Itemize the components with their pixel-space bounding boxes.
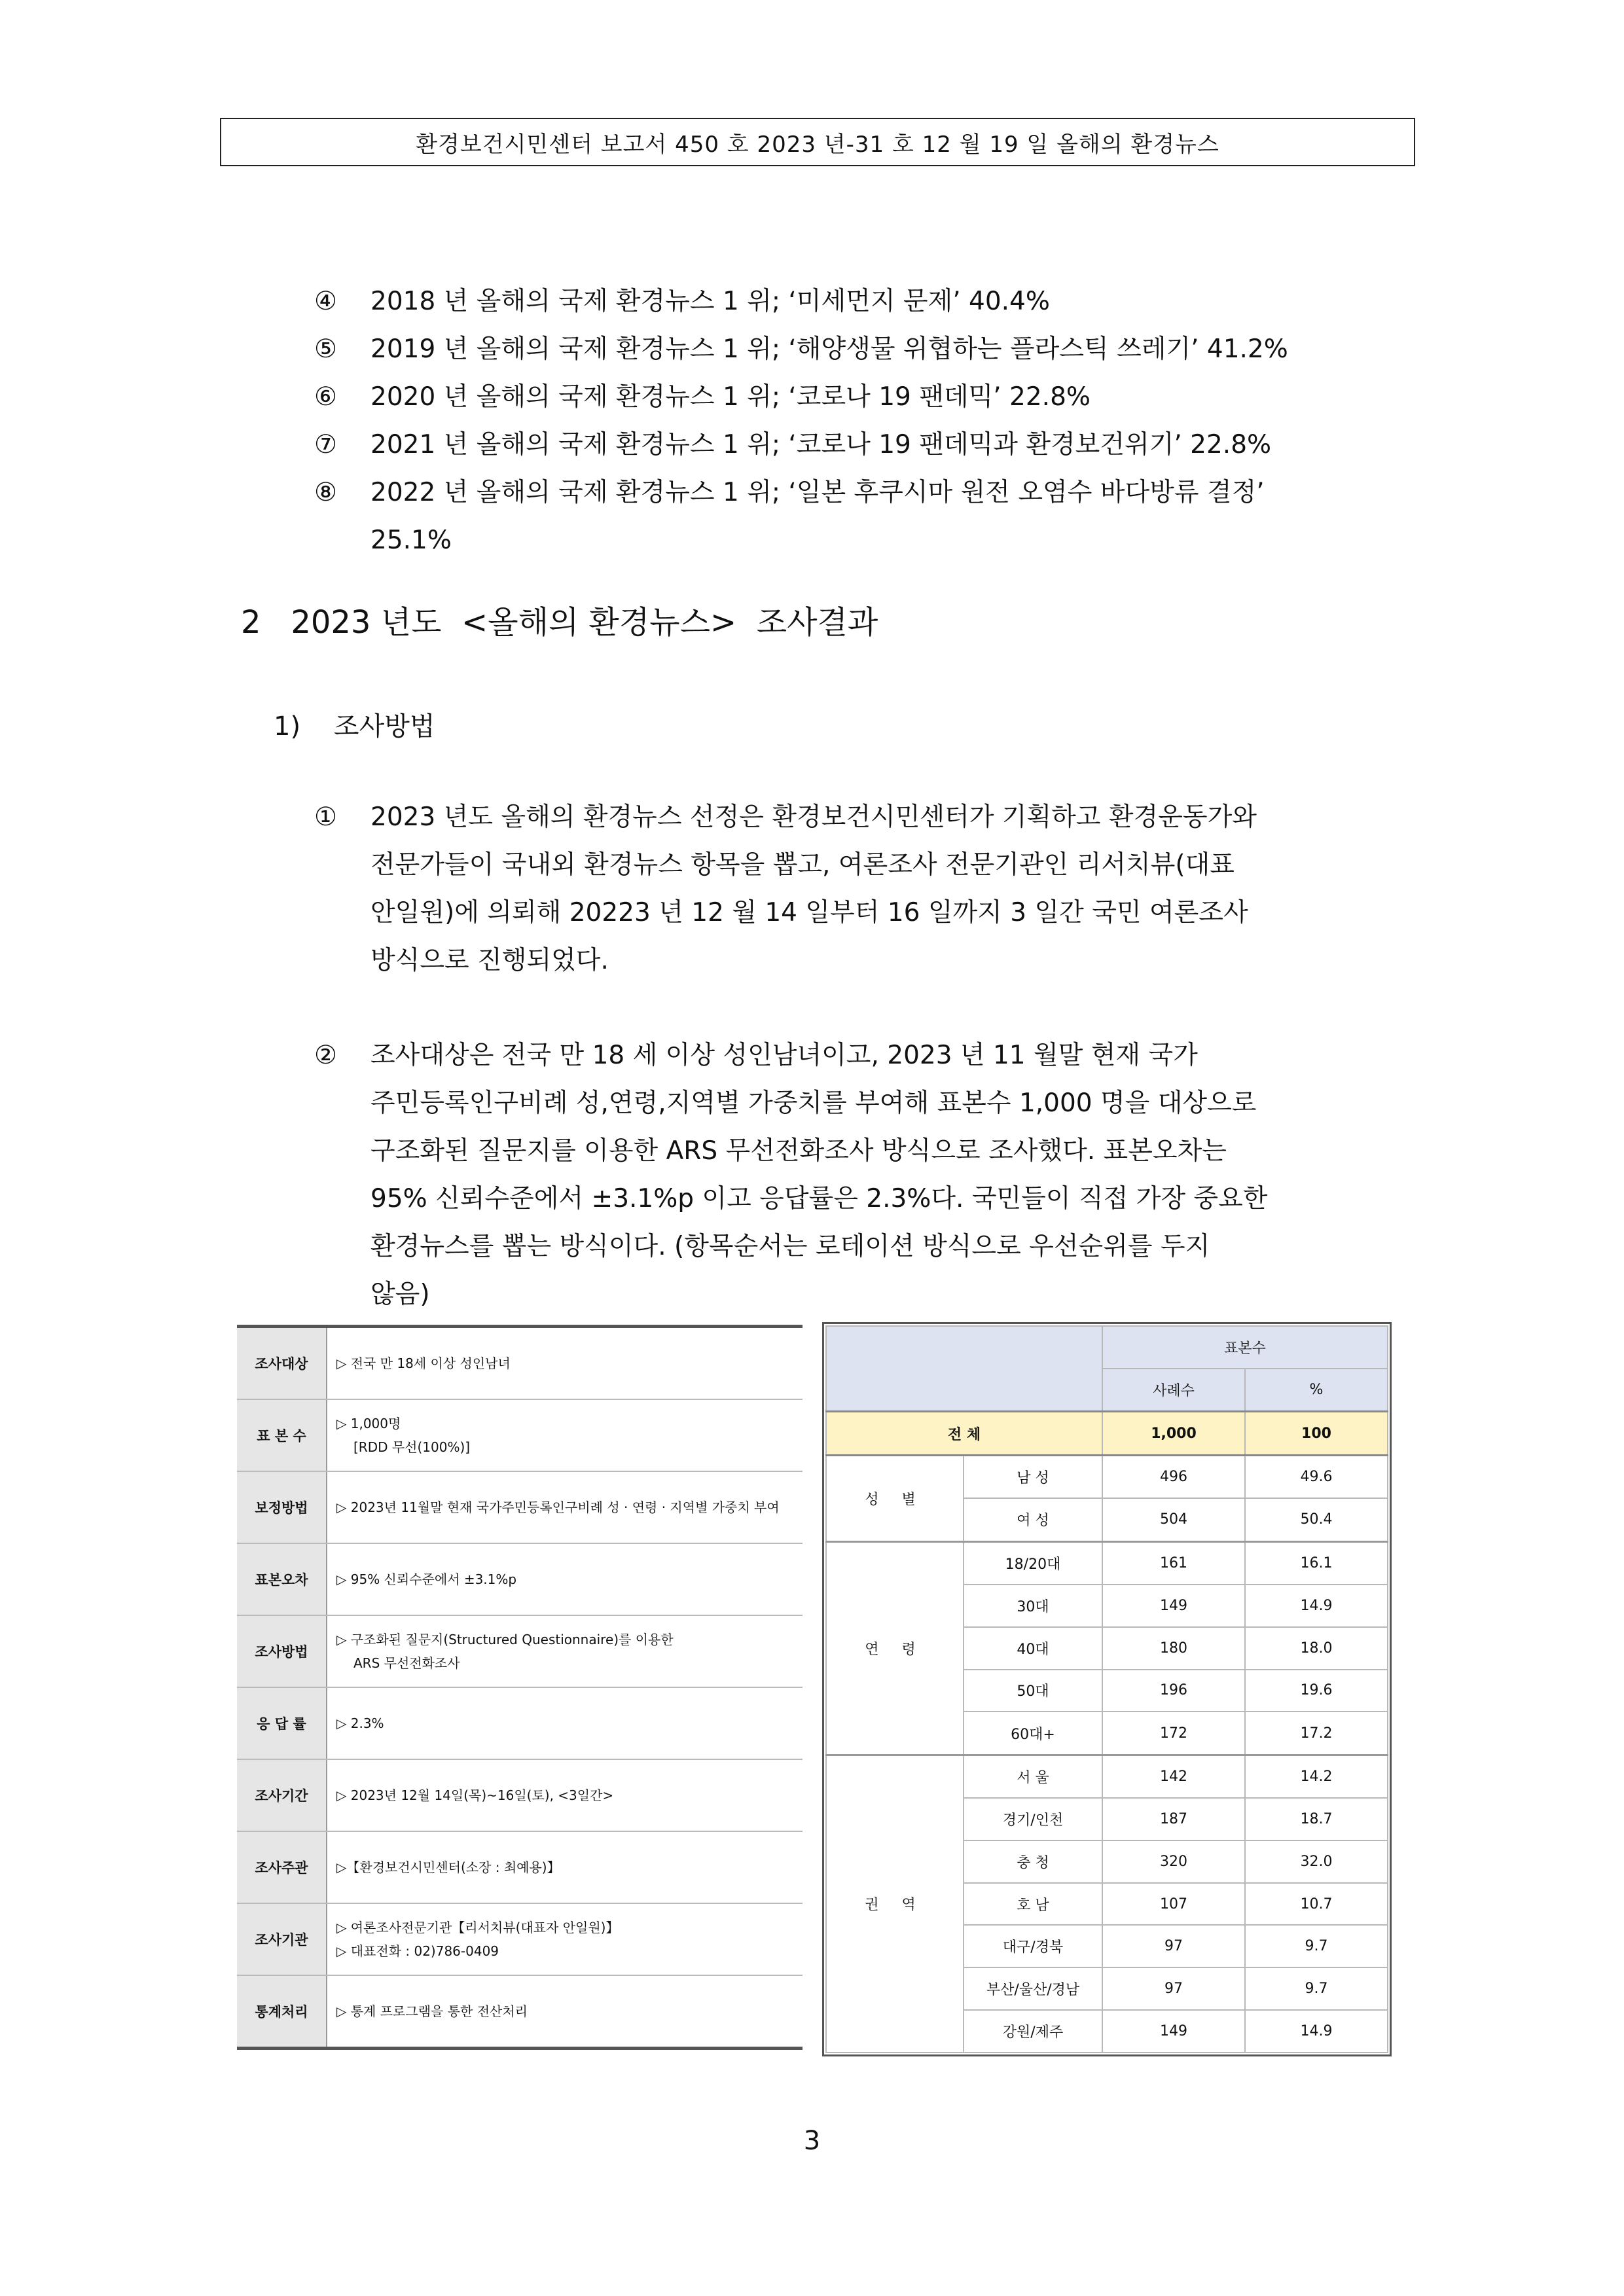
row-label: 여 성 xyxy=(964,1498,1102,1541)
table-row xyxy=(237,1327,803,1400)
row-pct: 49.6 xyxy=(1245,1455,1388,1498)
info-value: ▷ 2023년 12월 14일(목)~16일(토), <3일간> xyxy=(327,1759,803,1831)
row-label: 부산/울산/경남 xyxy=(964,1967,1102,2010)
list-item-number: ⑤ xyxy=(314,334,337,364)
method-paragraph-1 xyxy=(314,793,1414,984)
row-label: 남 성 xyxy=(964,1455,1102,1498)
table-row xyxy=(237,1903,803,1975)
row-count: 107 xyxy=(1102,1883,1245,1926)
row-pct: 14.9 xyxy=(1245,1585,1388,1627)
row-label: 40대 xyxy=(964,1627,1102,1670)
subsection-title: 1) 조사방법 xyxy=(274,711,435,742)
sample-size-table xyxy=(825,1325,1388,2053)
row-label: 30대 xyxy=(964,1585,1102,1627)
row-pct: 50.4 xyxy=(1245,1498,1388,1541)
row-label: 대구/경북 xyxy=(964,1925,1102,1967)
paragraph-line: 안일원)에 의뢰해 20223 년 12 월 14 일부터 16 일까지 3 일간 국민 여론조사 xyxy=(370,898,1248,927)
report-header xyxy=(220,118,1415,166)
info-value: ▷ 1,000명 [RDD 무선(100%)] xyxy=(327,1399,803,1471)
info-value: ▷ 통계 프로그램을 통한 전산처리 xyxy=(327,1975,803,2049)
row-pct: 32.0 xyxy=(1245,1840,1388,1883)
header-corner xyxy=(826,1326,1102,1412)
info-label: 표 본 수 xyxy=(237,1399,327,1471)
table-row xyxy=(237,1831,803,1903)
paragraph-line: 구조화된 질문지를 이용한 ARS 무선전화조사 방식으로 조사했다. 표본오차는 xyxy=(370,1136,1227,1166)
total-pct: 100 xyxy=(1245,1412,1388,1456)
list-item-text: 2021 년 올해의 국제 환경뉴스 1 위; ‘코로나 19 팬데믹과 환경보건위기’ 22.8% xyxy=(370,430,1272,459)
info-label: 조사방법 xyxy=(237,1615,327,1687)
row-count: 142 xyxy=(1102,1755,1245,1798)
row-pct: 14.2 xyxy=(1245,1755,1388,1798)
row-pct: 19.6 xyxy=(1245,1670,1388,1712)
info-value: ▷ 95% 신뢰수준에서 ±3.1%p xyxy=(327,1543,803,1615)
table-row xyxy=(826,1541,1388,1585)
paragraph-line: 않음) xyxy=(370,1280,430,1309)
table-row xyxy=(826,1455,1388,1498)
paragraph-number: ② xyxy=(314,1041,337,1070)
row-label: 강원/제주 xyxy=(964,2010,1102,2053)
row-label: 60대+ xyxy=(964,1712,1102,1755)
list-item-text: 2022 년 올해의 국제 환경뉴스 1 위; ‘일본 후쿠시마 원전 오염수 바다방류 결정’ xyxy=(370,478,1265,507)
row-count: 496 xyxy=(1102,1455,1245,1498)
info-value: ▷ 여론조사전문기관【리서치뷰(대표자 안일원)】 ▷ 대표전화 : 02)786-0409 xyxy=(327,1903,803,1975)
list-item xyxy=(314,325,1427,373)
header-group: 표본수 xyxy=(1102,1326,1388,1369)
list-item xyxy=(314,373,1427,421)
paragraph-line: 전문가들이 국내외 환경뉴스 항목을 뽑고, 여론조사 전문기관인 리서치뷰(대표 xyxy=(370,850,1235,880)
row-count: 149 xyxy=(1102,2010,1245,2053)
row-pct: 17.2 xyxy=(1245,1712,1388,1755)
row-label: 경기/인천 xyxy=(964,1798,1102,1840)
row-count: 196 xyxy=(1102,1670,1245,1712)
list-item-text: 2018 년 올해의 국제 환경뉴스 1 위; ‘미세먼지 문제’ 40.4% xyxy=(370,287,1050,316)
survey-info-table xyxy=(237,1325,803,2050)
info-value: ▷ 전국 만 18세 이상 성인남녀 xyxy=(327,1327,803,1400)
info-value: ▷ 2023년 11월말 현재 국가주민등록인구비례 성 · 연령 · 지역별 가중치 부여 xyxy=(327,1471,803,1543)
info-value: ▷ 구조화된 질문지(Structured Questionnaire)를 이용한 ARS 무선전화조사 xyxy=(327,1615,803,1687)
row-label: 충 청 xyxy=(964,1840,1102,1883)
table-row xyxy=(237,1687,803,1759)
row-pct: 9.7 xyxy=(1245,1925,1388,1967)
row-count: 172 xyxy=(1102,1712,1245,1755)
row-count: 320 xyxy=(1102,1840,1245,1883)
row-pct: 9.7 xyxy=(1245,1967,1388,2010)
list-item xyxy=(314,278,1427,325)
row-count: 504 xyxy=(1102,1498,1245,1541)
row-label: 호 남 xyxy=(964,1883,1102,1926)
list-item-text: 2019 년 올해의 국제 환경뉴스 1 위; ‘해양생물 위협하는 플라스틱 쓰레기’ 41.2% xyxy=(370,334,1288,364)
list-item xyxy=(314,421,1427,469)
row-count: 161 xyxy=(1102,1541,1245,1585)
info-label: 응 답 률 xyxy=(237,1687,327,1759)
paragraph-line: 주민등록인구비례 성,연령,지역별 가중치를 부여해 표본수 1,000 명을 대상으로 xyxy=(370,1088,1257,1118)
row-pct: 10.7 xyxy=(1245,1883,1388,1926)
row-count: 97 xyxy=(1102,1925,1245,1967)
group-label: 연 령 xyxy=(826,1541,964,1755)
row-pct: 16.1 xyxy=(1245,1541,1388,1585)
info-label: 조사대상 xyxy=(237,1327,327,1400)
group-label: 권 역 xyxy=(826,1755,964,2053)
paragraph-line: 환경뉴스를 뽑는 방식이다. (항목순서는 로테이션 방식으로 우선순위를 두지 xyxy=(370,1232,1210,1261)
paragraph-line: 95% 신뢰수준에서 ±3.1%p 이고 응답률은 2.3%다. 국민들이 직접 가장 중요한 xyxy=(370,1184,1268,1213)
paragraph-line: 방식으로 진행되었다. xyxy=(370,946,609,975)
table-row xyxy=(237,1543,803,1615)
row-count: 187 xyxy=(1102,1798,1245,1840)
paragraph-line: 조사대상은 전국 만 18 세 이상 성인남녀이고, 2023 년 11 월말 현재 국가 xyxy=(370,1041,1198,1070)
total-count: 1,000 xyxy=(1102,1412,1245,1456)
row-pct: 14.9 xyxy=(1245,2010,1388,2053)
row-label: 18/20대 xyxy=(964,1541,1102,1585)
page-number: 3 xyxy=(803,2126,821,2156)
row-count: 149 xyxy=(1102,1585,1245,1627)
list-item-number: ⑦ xyxy=(314,430,337,459)
table-row xyxy=(237,1471,803,1543)
info-label: 통계처리 xyxy=(237,1975,327,2049)
info-label: 조사기간 xyxy=(237,1759,327,1831)
table-row xyxy=(237,1759,803,1831)
paragraph-line: 2023 년도 올해의 환경뉴스 선정은 환경보건시민센터가 기획하고 환경운동가와 xyxy=(370,802,1257,832)
table-row xyxy=(237,1975,803,2049)
table-row xyxy=(237,1615,803,1687)
group-label: 성 별 xyxy=(826,1455,964,1541)
row-label: 서 울 xyxy=(964,1755,1102,1798)
list-item-number: ⑥ xyxy=(314,382,337,412)
header-count: 사례수 xyxy=(1102,1369,1245,1412)
info-label: 표본오차 xyxy=(237,1543,327,1615)
sample-table-frame xyxy=(822,1322,1392,2056)
list-item-text-continued: 25.1% xyxy=(370,526,452,555)
info-label: 보정방법 xyxy=(237,1471,327,1543)
info-value: ▷ 2.3% xyxy=(327,1687,803,1759)
header-pct: % xyxy=(1245,1369,1388,1412)
info-label: 조사기관 xyxy=(237,1903,327,1975)
paragraph-body xyxy=(370,793,1414,984)
row-count: 97 xyxy=(1102,1967,1245,2010)
list-item-number: ⑧ xyxy=(314,478,337,507)
history-list xyxy=(314,278,1427,564)
report-header-title: 환경보건시민센터 보고서 450 호 2023 년-31 호 12 월 19 일 올해의 환경뉴스 xyxy=(416,131,1219,158)
list-item-text: 2020 년 올해의 국제 환경뉴스 1 위; ‘코로나 19 팬데믹’ 22.8% xyxy=(370,382,1091,412)
table-row xyxy=(237,1399,803,1471)
info-label: 조사주관 xyxy=(237,1831,327,1903)
paragraph-number: ① xyxy=(314,802,337,832)
row-count: 180 xyxy=(1102,1627,1245,1670)
row-pct: 18.0 xyxy=(1245,1627,1388,1670)
method-paragraph-2 xyxy=(314,1031,1414,1318)
table-row xyxy=(826,1755,1388,1798)
section-title: 2 2023 년도 <올해의 환경뉴스> 조사결과 xyxy=(241,604,878,641)
list-item-number: ④ xyxy=(314,287,337,316)
table-row-total xyxy=(826,1412,1388,1456)
info-value: ▷【환경보건시민센터(소장 : 최예용)】 xyxy=(327,1831,803,1903)
table-header-row xyxy=(826,1326,1388,1369)
row-label: 50대 xyxy=(964,1670,1102,1712)
list-item xyxy=(314,469,1427,564)
row-pct: 18.7 xyxy=(1245,1798,1388,1840)
total-label: 전 체 xyxy=(826,1412,1102,1456)
paragraph-body xyxy=(370,1031,1414,1318)
